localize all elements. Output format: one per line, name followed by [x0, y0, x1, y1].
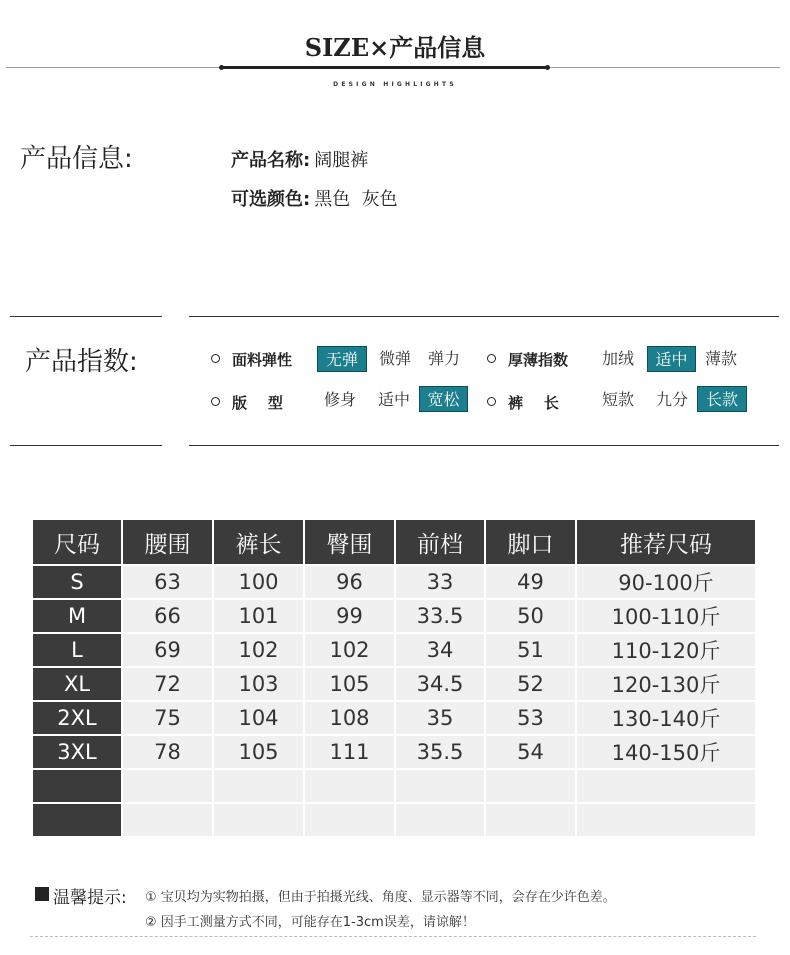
- index-rule-bottom-right: [189, 445, 779, 446]
- bullet-icon: [211, 354, 220, 363]
- header-hip: 臀围: [305, 520, 394, 564]
- table-cell: 102: [214, 634, 303, 666]
- table-row: [33, 600, 755, 632]
- index-key-fit: 版 型: [232, 394, 283, 412]
- header-size: 尺码: [33, 520, 121, 564]
- table-cell: 104: [214, 702, 303, 734]
- table-cell: 35: [396, 702, 484, 734]
- option-elasticity-slight: 微弹: [378, 349, 411, 368]
- product-index-label: 产品指数:: [25, 347, 138, 377]
- table-cell: 34: [396, 634, 484, 666]
- footer-dashed-divider: [30, 936, 756, 937]
- tip-line-1: ① 宝贝均为实物拍摄，但由于拍摄光线、角度、显示器等不同，会存在少许色差。: [145, 890, 616, 905]
- table-cell: 130-140斤: [577, 702, 755, 734]
- index-rule-top-left: [10, 316, 162, 317]
- table-cell: 33.5: [396, 600, 484, 632]
- table-cell: 75: [123, 702, 212, 734]
- option-thickness-thin: 薄款: [704, 349, 737, 368]
- table-cell: 50: [486, 600, 575, 632]
- size-cell: XL: [33, 668, 121, 700]
- table-cell: 103: [214, 668, 303, 700]
- table-cell: 101: [214, 600, 303, 632]
- table-cell: 105: [305, 668, 394, 700]
- bullet-icon: [487, 354, 496, 363]
- table-cell: 140-150斤: [577, 736, 755, 768]
- option-elasticity-stretch: 弹力: [427, 349, 460, 368]
- table-cell: 110-120斤: [577, 634, 755, 666]
- tip-line-2: ② 因手工测量方式不同，可能存在1-3cm误差，请谅解！: [145, 915, 475, 930]
- header-subtitle: DESIGN HIGHLIGHTS: [333, 81, 457, 88]
- table-row: [33, 702, 755, 734]
- size-cell: S: [33, 566, 121, 598]
- tip-label: 温馨提示:: [53, 888, 127, 908]
- table-row: [33, 634, 755, 666]
- table-cell: [305, 770, 394, 802]
- table-row: [33, 668, 755, 700]
- divider-dot-right: [545, 65, 550, 70]
- table-row-empty: [33, 770, 755, 802]
- option-length-long: 长款: [697, 386, 747, 412]
- table-cell: [396, 804, 484, 836]
- option-length-ninth: 九分: [655, 390, 688, 409]
- table-cell: [123, 804, 212, 836]
- size-cell: 3XL: [33, 736, 121, 768]
- size-cell: [33, 804, 121, 836]
- table-cell: [577, 804, 755, 836]
- size-cell: L: [33, 634, 121, 666]
- table-cell: 120-130斤: [577, 668, 755, 700]
- header-length: 裤长: [214, 520, 303, 564]
- table-cell: 34.5: [396, 668, 484, 700]
- page-title: SIZE×产品信息: [304, 33, 486, 62]
- table-cell: 108: [305, 702, 394, 734]
- bullet-icon: [211, 397, 220, 406]
- size-table: [31, 518, 757, 838]
- table-cell: [486, 804, 575, 836]
- table-cell: 69: [123, 634, 212, 666]
- table-cell: 53: [486, 702, 575, 734]
- header-front-rise: 前档: [396, 520, 484, 564]
- table-cell: 90-100斤: [577, 566, 755, 598]
- index-rule-top-right: [189, 316, 779, 317]
- table-cell: [396, 770, 484, 802]
- table-cell: 52: [486, 668, 575, 700]
- table-cell: 35.5: [396, 736, 484, 768]
- table-cell: 51: [486, 634, 575, 666]
- option-elasticity-none: 无弹: [317, 346, 367, 372]
- index-key-thickness: 厚薄指数: [508, 351, 569, 369]
- table-row-empty: [33, 804, 755, 836]
- table-cell: 49: [486, 566, 575, 598]
- table-row: [33, 566, 755, 598]
- index-key-length: 裤 长: [508, 394, 559, 412]
- table-cell: [577, 770, 755, 802]
- header-leg-opening: 脚口: [486, 520, 575, 564]
- product-color-key: 可选颜色:: [231, 189, 311, 210]
- table-cell: 54: [486, 736, 575, 768]
- index-key-elasticity: 面料弹性: [232, 351, 293, 369]
- index-rule-bottom-left: [10, 445, 162, 446]
- size-cell: 2XL: [33, 702, 121, 734]
- header-waist: 腰围: [123, 520, 212, 564]
- product-color-row: [231, 185, 398, 211]
- table-cell: 72: [123, 668, 212, 700]
- table-cell: 63: [123, 566, 212, 598]
- option-thickness-medium: 适中: [647, 346, 696, 372]
- table-cell: 105: [214, 736, 303, 768]
- product-info-label: 产品信息:: [20, 144, 133, 174]
- table-cell: 100: [214, 566, 303, 598]
- table-cell: [305, 804, 394, 836]
- table-cell: 96: [305, 566, 394, 598]
- table-cell: 99: [305, 600, 394, 632]
- table-cell: [214, 770, 303, 802]
- product-color-value: 黑色 灰色: [314, 189, 398, 210]
- table-cell: [214, 804, 303, 836]
- option-fit-loose: 宽松: [419, 386, 468, 412]
- option-fit-regular: 适中: [377, 390, 410, 409]
- bullet-icon: [487, 397, 496, 406]
- size-cell: M: [33, 600, 121, 632]
- table-cell: 111: [305, 736, 394, 768]
- header-recommended: 推荐尺码: [577, 520, 755, 564]
- table-cell: 66: [123, 600, 212, 632]
- table-cell: [486, 770, 575, 802]
- divider-dot-left: [219, 65, 224, 70]
- table-cell: 100-110斤: [577, 600, 755, 632]
- size-cell: [33, 770, 121, 802]
- table-cell: 33: [396, 566, 484, 598]
- table-row: [33, 736, 755, 768]
- product-name-row: [231, 146, 368, 172]
- option-thickness-fleece: 加绒: [601, 349, 634, 368]
- table-header-row: [33, 520, 755, 564]
- product-name-value: 阔腿裤: [314, 150, 369, 171]
- table-cell: 78: [123, 736, 212, 768]
- table-cell: [123, 770, 212, 802]
- tip-square-icon: [35, 887, 49, 901]
- option-fit-slim: 修身: [323, 390, 356, 409]
- header-accent-line: [221, 66, 548, 69]
- option-length-short: 短款: [601, 390, 634, 409]
- table-cell: 102: [305, 634, 394, 666]
- product-name-key: 产品名称:: [231, 150, 311, 171]
